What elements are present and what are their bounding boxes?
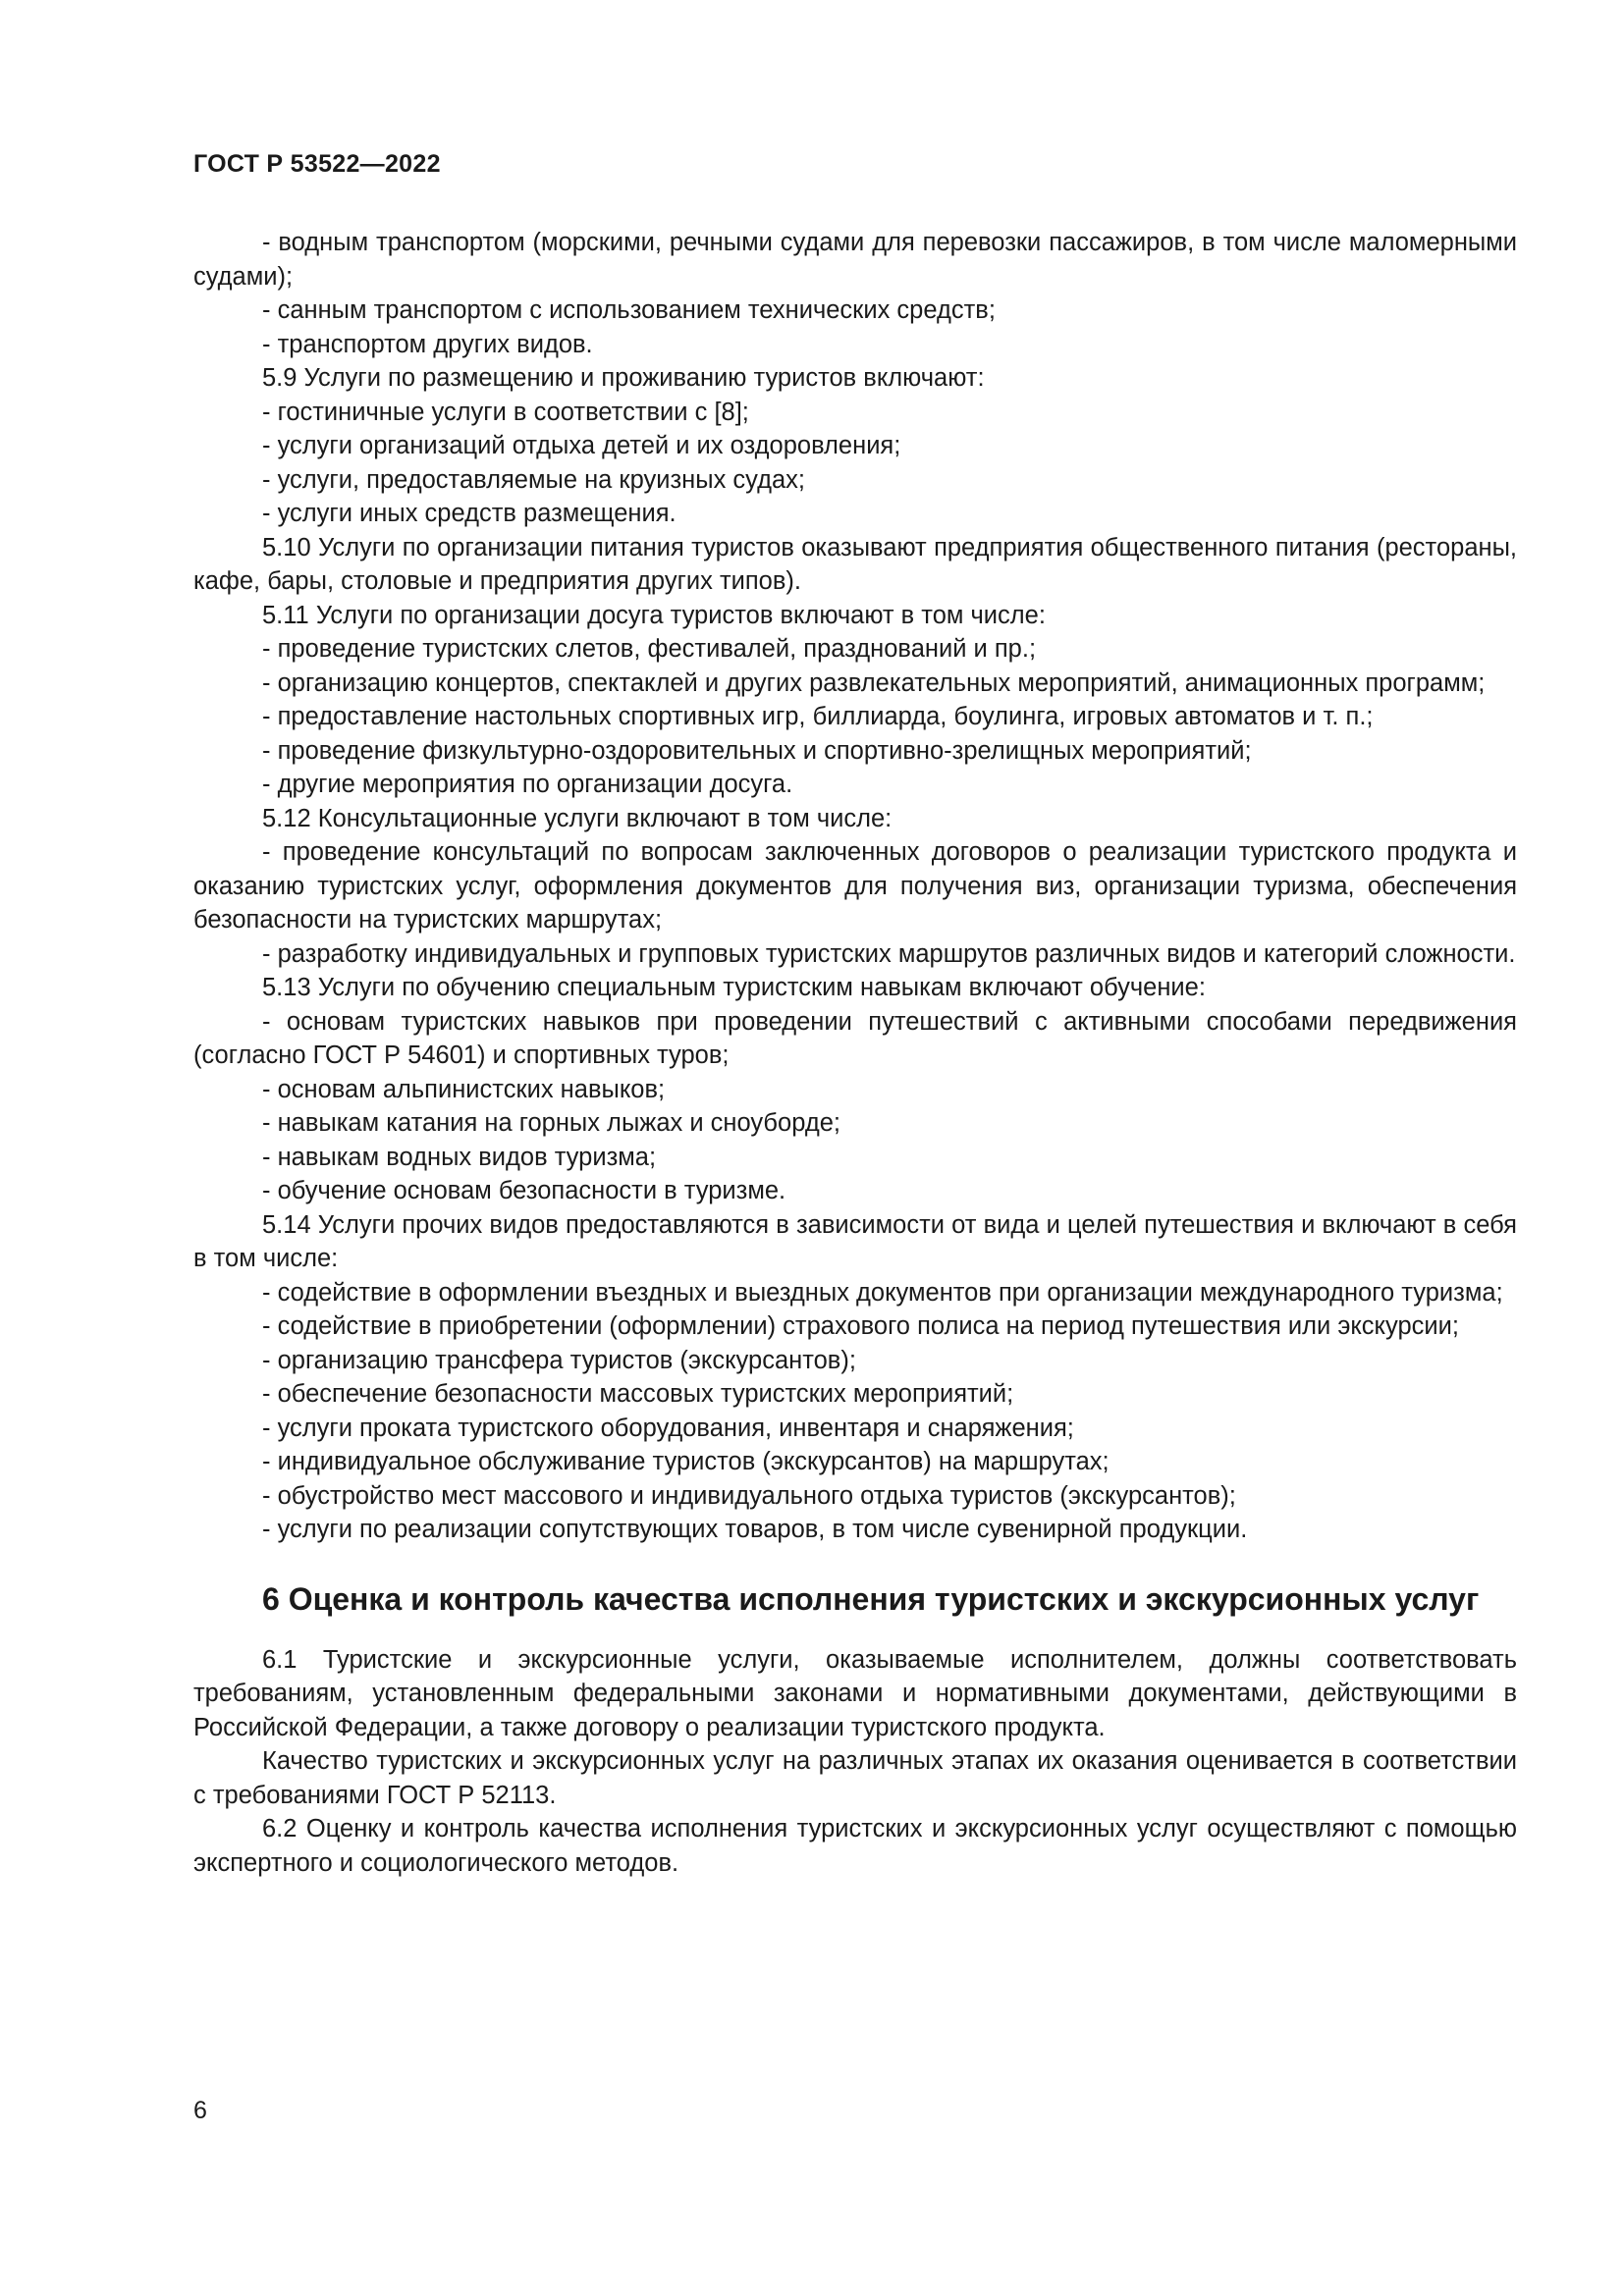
paragraph: - другие мероприятия по организации досуга. [262,771,793,798]
paragraph: 5.14 Услуги прочих видов предоставляются в зависимости от вида и целей путешествия и включают в себя в том числе: [193,1210,1517,1272]
paragraph: 5.10 Услуги по организации питания туристов оказывают предприятия общественного питания (рестораны, кафе, бары, столовые и предприятия других типов). [193,533,1517,595]
paragraph: 5.13 Услуги по обучению специальным туристским навыкам включают обучение: [262,974,1206,1001]
paragraph: - обустройство мест массового и индивидуального отдыха туристов (экскурсантов); [262,1481,1236,1510]
paragraph: - содействие в приобретении (оформлении) страхового полиса на период путешествия или экскурсии; [262,1312,1459,1340]
paragraph: - санным транспортом с использованием технических средств; [262,296,996,324]
paragraph: - гостиничные услуги в соответствии с [8]; [262,398,749,426]
section-5-paragraphs [193,226,1517,1547]
document-body [193,226,1517,1880]
paragraph: 5.12 Консультационные услуги включают в том числе: [262,804,893,832]
paragraph: - основам альпинистских навыков; [262,1075,666,1103]
section-6-paragraphs [193,1643,1517,1881]
paragraph: - навыкам катания на горных лыжах и сноуборде; [262,1109,840,1137]
paragraph: - услуги по реализации сопутствующих товаров, в том числе сувенирной продукции. [262,1516,1248,1543]
paragraph: - проведение туристских слетов, фестивалей, празднований и пр.; [262,635,1037,663]
paragraph: - услуги, предоставляемые на круизных судах; [262,465,805,494]
section-6-heading: 6 Оценка и контроль качества исполнения туристских и экскурсионных услуг [262,1580,1480,1617]
paragraph: - индивидуальное обслуживание туристов (экскурсантов) на маршрутах; [262,1448,1110,1475]
paragraph: Качество туристских и экскурсионных услуг на различных этапах их оказания оценивается в соответствии с требованиями ГОСТ Р 52113. [193,1747,1517,1809]
paragraph: - предоставление настольных спортивных игр, биллиарда, боулинга, игровых автоматов и т. п.; [262,703,1374,730]
paragraph: - основам туристских навыков при проведении путешествий с активными способами передвижения (согласно ГОСТ Р 54601) и спортивных туров; [193,1007,1517,1069]
paragraph: - навыкам водных видов туризма; [262,1143,657,1171]
paragraph: - проведение консультаций по вопросам заключенных договоров о реализации туристского продукта и оказанию туристских услуг, оформления документов для получения виз, организации туризма, обеспечения безопасности на туристских маршрутах; [193,838,1517,934]
paragraph: - содействие в оформлении въездных и выездных документов при организации международного туризма; [262,1278,1503,1307]
paragraph: 5.9 Услуги по размещению и проживанию туристов включают: [262,364,985,392]
document-code-header: ГОСТ Р 53522—2022 [193,150,441,178]
paragraph: - разработку индивидуальных и групповых туристских маршрутов различных видов и категорий сложности. [262,939,1516,968]
paragraph: - обеспечение безопасности массовых туристских мероприятий; [262,1380,1014,1408]
paragraph: 6.1 Туристские и экскурсионные услуги, оказываемые исполнителем, должны соответствовать требованиям, установленным федеральными законами и нормативными документами, действующими в Российской Федерации, а также договору о реализации туристского продукта. [193,1645,1517,1741]
paragraph: 6.2 Оценку и контроль качества исполнения туристских и экскурсионных услуг осуществляют с помощью экспертного и социологического методов. [193,1815,1517,1877]
paragraph: - услуги организаций отдыха детей и их оздоровления; [262,432,901,459]
paragraph: - проведение физкультурно-оздоровительных и спортивно-зрелищных мероприятий; [262,736,1252,765]
page-number: 6 [193,2097,207,2124]
paragraph: - организацию концертов, спектаклей и других развлекательных мероприятий, анимационных программ; [262,668,1486,697]
paragraph: - обучение основам безопасности в туризме. [262,1177,786,1204]
paragraph: - водным транспортом (морскими, речными судами для перевозки пассажиров, в том числе маломерными судами); [193,229,1517,291]
paragraph: - услуги иных средств размещения. [262,500,677,527]
paragraph: - организацию трансфера туристов (экскурсантов); [262,1346,856,1374]
paragraph: 5.11 Услуги по организации досуга туристов включают в том числе: [262,601,1046,629]
paragraph: - услуги проката туристского оборудования, инвентаря и снаряжения; [262,1414,1074,1442]
paragraph: - транспортом других видов. [262,330,593,358]
